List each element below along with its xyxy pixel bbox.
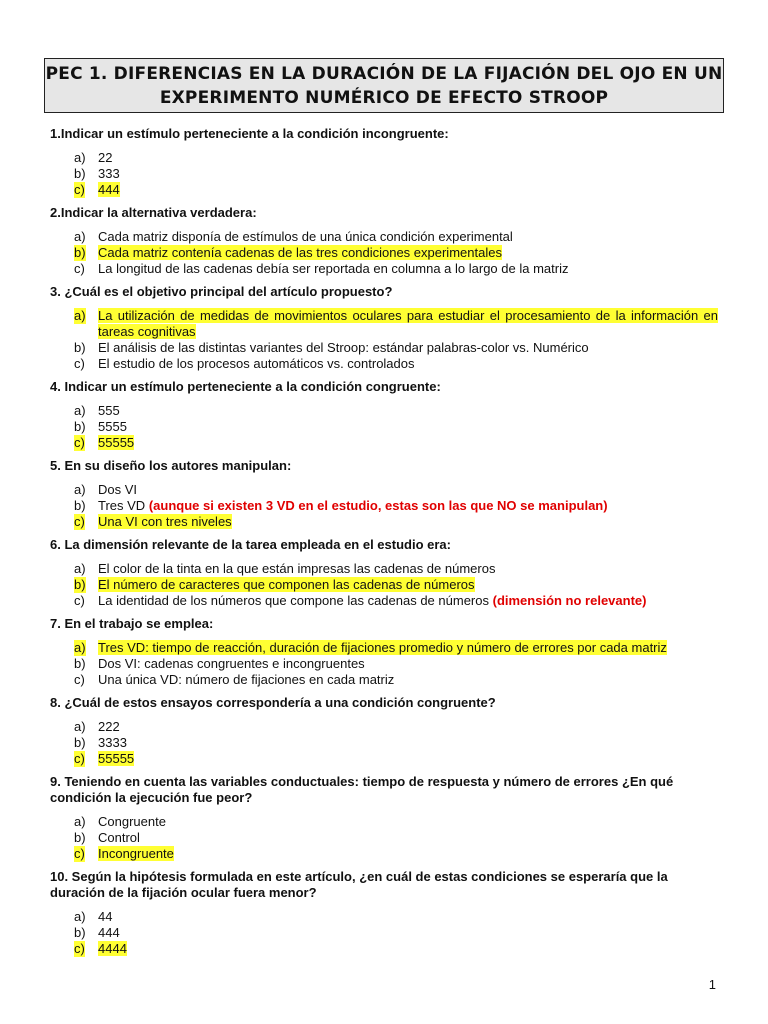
question-8 <box>50 695 718 767</box>
answer-option <box>50 498 718 514</box>
option-text-highlighted: La utilización de medidas de movimientos oculares para estudiar el procesamiento de la información en tareas cognitivas <box>98 308 718 339</box>
question-5 <box>50 458 718 530</box>
option-letter: a) <box>74 150 86 165</box>
answer-options <box>50 909 718 957</box>
option-text: Control <box>98 830 140 845</box>
option-letter: a) <box>74 403 86 418</box>
option-text-highlighted: Cada matriz contenía cadenas de las tres condiciones experimentales <box>98 245 502 260</box>
answer-option <box>50 830 718 846</box>
option-letter: a) <box>74 229 86 244</box>
option-letter: c) <box>74 261 85 276</box>
option-text: 5555 <box>98 419 127 434</box>
answer-option <box>50 435 718 451</box>
option-text-highlighted: 444 <box>98 182 120 197</box>
question-text: 10. Según la hipótesis formulada en este artículo, ¿en cuál de estas condiciones se esperaría que la duración de la fijación ocular fuera menor? <box>50 869 668 900</box>
option-text: Congruente <box>98 814 166 829</box>
option-letter: b) <box>74 656 86 671</box>
option-letter: a) <box>74 719 86 734</box>
answer-option <box>50 229 718 245</box>
option-text: Dos VI: cadenas congruentes e incongruentes <box>98 656 365 671</box>
answer-option <box>50 719 718 735</box>
question-3 <box>50 284 718 372</box>
option-letter: a) <box>74 814 86 829</box>
document-title-line-2: EXPERIMENTO NUMÉRICO DE EFECTO STROOP <box>159 87 609 108</box>
option-letter: b) <box>74 166 86 181</box>
answer-option <box>50 150 718 166</box>
question-4 <box>50 379 718 451</box>
option-letter: c) <box>74 941 85 956</box>
answer-option <box>50 356 718 372</box>
option-note: (aunque si existen 3 VD en el estudio, estas son las que NO se manipulan) <box>148 498 608 513</box>
option-letter: c) <box>74 846 85 861</box>
answer-options <box>50 719 718 767</box>
option-note: (dimensión no relevante) <box>492 593 647 608</box>
document-title-box <box>44 58 724 113</box>
option-text: 3333 <box>98 735 127 750</box>
question-7 <box>50 616 718 688</box>
option-text: Una única VD: número de fijaciones en cada matriz <box>98 672 395 687</box>
answer-options <box>50 229 718 277</box>
answer-options <box>50 640 718 688</box>
question-text: 9. Teniendo en cuenta las variables conductuales: tiempo de respuesta y número de errores ¿En qué condición la ejecución fue peor? <box>50 774 674 805</box>
option-letter: c) <box>74 751 85 766</box>
option-letter: b) <box>74 735 86 750</box>
option-text: 22 <box>98 150 113 165</box>
option-letter: b) <box>74 419 86 434</box>
option-letter: c) <box>74 182 85 197</box>
option-letter: c) <box>74 593 85 608</box>
option-text-highlighted: Tres VD: tiempo de reacción, duración de fijaciones promedio y número de errores por cada matriz <box>98 640 667 655</box>
option-letter: b) <box>74 498 86 513</box>
option-letter: c) <box>74 514 85 529</box>
question-1 <box>50 126 718 198</box>
document-title-line-1: PEC 1. DIFERENCIAS EN LA DURACIÓN DE LA FIJACIÓN DEL OJO EN UN <box>45 63 723 84</box>
option-text-highlighted: Una VI con tres niveles <box>98 514 232 529</box>
question-text: 1.Indicar un estímulo perteneciente a la condición incongruente: <box>50 126 449 141</box>
answer-option <box>50 340 718 356</box>
answer-option <box>50 561 718 577</box>
option-letter: b) <box>74 340 86 355</box>
option-letter: b) <box>74 245 86 260</box>
option-letter: a) <box>74 640 86 655</box>
answer-option <box>50 182 718 198</box>
answer-options <box>50 150 718 198</box>
answer-option <box>50 419 718 435</box>
answer-option <box>50 593 718 609</box>
answer-option <box>50 941 718 957</box>
answer-option <box>50 577 718 593</box>
option-text: 333 <box>98 166 120 181</box>
answer-options <box>50 403 718 451</box>
answer-option <box>50 656 718 672</box>
option-letter: a) <box>74 308 86 323</box>
option-text-highlighted: 55555 <box>98 435 135 450</box>
answer-option <box>50 640 718 656</box>
option-text: 444 <box>98 925 120 940</box>
option-letter: c) <box>74 356 85 371</box>
question-2 <box>50 205 718 277</box>
option-text-highlighted: 4444 <box>98 941 127 956</box>
question-9 <box>50 774 718 862</box>
option-text: 222 <box>98 719 120 734</box>
answer-option <box>50 482 718 498</box>
option-letter: a) <box>74 482 86 497</box>
answer-options <box>50 308 718 372</box>
question-text: 2.Indicar la alternativa verdadera: <box>50 205 257 220</box>
option-letter: c) <box>74 435 85 450</box>
question-list <box>50 126 718 964</box>
option-text: El color de la tinta en la que están impresas las cadenas de números <box>98 561 496 576</box>
question-10 <box>50 869 718 957</box>
option-text: Dos VI <box>98 482 138 497</box>
answer-option <box>50 308 718 340</box>
option-text-highlighted: El número de caracteres que componen las cadenas de números <box>98 577 475 592</box>
question-text: 7. En el trabajo se emplea: <box>50 616 214 631</box>
answer-option <box>50 514 718 530</box>
question-6 <box>50 537 718 609</box>
question-text: 8. ¿Cuál de estos ensayos correspondería a una condición congruente? <box>50 695 496 710</box>
answer-option <box>50 846 718 862</box>
answer-options <box>50 482 718 530</box>
answer-options <box>50 561 718 609</box>
question-text: 3. ¿Cuál es el objetivo principal del artículo propuesto? <box>50 284 393 299</box>
answer-option <box>50 245 718 261</box>
page-number: 1 <box>708 977 716 992</box>
option-text: El estudio de los procesos automáticos vs. controlados <box>98 356 415 371</box>
answer-option <box>50 909 718 925</box>
question-text: 5. En su diseño los autores manipulan: <box>50 458 292 473</box>
option-letter: b) <box>74 925 86 940</box>
answer-option <box>50 814 718 830</box>
option-text: La identidad de los números que compone las cadenas de números <box>98 593 489 608</box>
option-text: La longitud de las cadenas debía ser reportada en columna a lo largo de la matriz <box>98 261 569 276</box>
question-text: 4. Indicar un estímulo perteneciente a la condición congruente: <box>50 379 441 394</box>
option-letter: c) <box>74 672 85 687</box>
option-letter: b) <box>74 577 86 592</box>
option-letter: a) <box>74 909 86 924</box>
option-text-highlighted: Incongruente <box>98 846 174 861</box>
answer-option <box>50 925 718 941</box>
option-text: 555 <box>98 403 120 418</box>
answer-option <box>50 672 718 688</box>
option-text: Tres VD <box>98 498 146 513</box>
answer-options <box>50 814 718 862</box>
option-text: 44 <box>98 909 113 924</box>
option-text-highlighted: 55555 <box>98 751 135 766</box>
option-letter: b) <box>74 830 86 845</box>
answer-option <box>50 751 718 767</box>
question-text: 6. La dimensión relevante de la tarea empleada en el estudio era: <box>50 537 451 552</box>
answer-option <box>50 166 718 182</box>
option-text: El análisis de las distintas variantes del Stroop: estándar palabras-color vs. Numérico <box>98 340 589 355</box>
option-text: Cada matriz disponía de estímulos de una única condición experimental <box>98 229 513 244</box>
answer-option <box>50 735 718 751</box>
option-letter: a) <box>74 561 86 576</box>
answer-option <box>50 403 718 419</box>
answer-option <box>50 261 718 277</box>
